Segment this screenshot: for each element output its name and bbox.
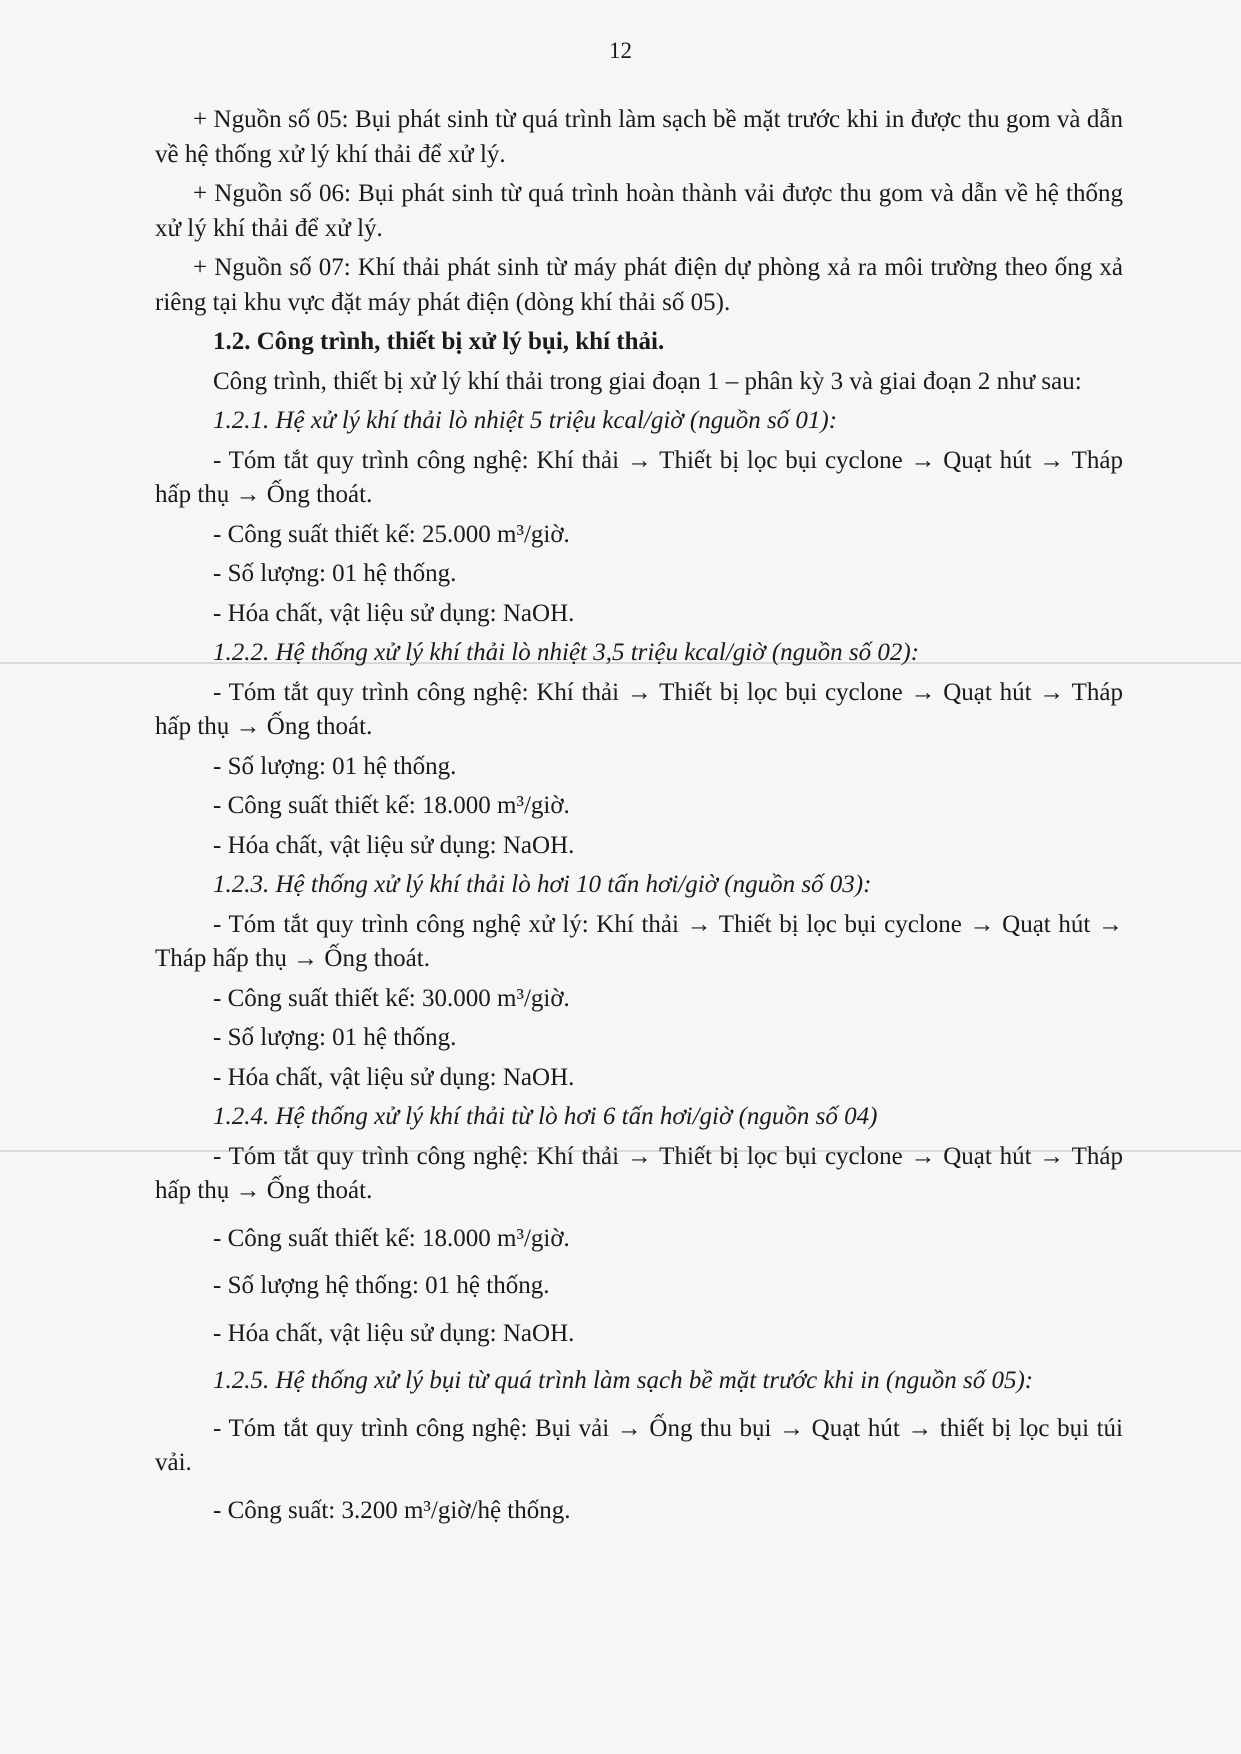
paragraph: 1.2. Công trình, thiết bị xử lý bụi, khí thải.	[213, 328, 665, 355]
paragraph: Công trình, thiết bị xử lý khí thải trong giai đoạn 1 – phân kỳ 3 và giai đoạn 2 như sau:	[213, 367, 1082, 395]
paragraph: - Tóm tắt quy trình công nghệ xử lý: Khí thải → Thiết bị lọc bụi cyclone → Quạt hút → Tháp hấp thụ → Ống thoát.	[155, 910, 1123, 972]
paragraph: - Số lượng hệ thống: 01 hệ thống.	[213, 1272, 550, 1299]
paragraph: - Tóm tắt quy trình công nghệ: Khí thải → Thiết bị lọc bụi cyclone → Quạt hút → Tháp hấp thụ → Ống thoát.	[155, 678, 1123, 740]
paragraph: - Tóm tắt quy trình công nghệ: Bụi vải → Ống thu bụi → Quạt hút → thiết bị lọc bụi túi vải.	[155, 1414, 1123, 1476]
paragraph: - Công suất thiết kế: 18.000 m³/giờ.	[213, 1224, 570, 1252]
paragraph: + Nguồn số 05: Bụi phát sinh từ quá trình làm sạch bề mặt trước khi in được thu gom và dẫn về hệ thống xử lý khí thải để xử lý.	[155, 106, 1123, 168]
paragraph: 1.2.1. Hệ xử lý khí thải lò nhiệt 5 triệu kcal/giờ (nguồn số 01):	[213, 407, 838, 434]
paragraph: + Nguồn số 07: Khí thải phát sinh từ máy phát điện dự phòng xả ra môi trường theo ống xả riêng tại khu vực đặt máy phát điện (dòng khí thải số 05).	[155, 254, 1123, 316]
paragraph: - Hóa chất, vật liệu sử dụng: NaOH.	[213, 1063, 575, 1091]
paragraph: - Công suất thiết kế: 25.000 m³/giờ.	[213, 520, 570, 548]
page-number: 12	[609, 38, 632, 63]
paragraph: - Công suất thiết kế: 30.000 m³/giờ.	[213, 984, 570, 1012]
paragraph: 1.2.3. Hệ thống xử lý khí thải lò hơi 10 tấn hơi/giờ (nguồn số 03):	[213, 871, 872, 898]
paragraph: 1.2.5. Hệ thống xử lý bụi từ quá trình làm sạch bề mặt trước khi in (nguồn số 05):	[213, 1367, 1034, 1394]
paragraph: 1.2.2. Hệ thống xử lý khí thải lò nhiệt 3,5 triệu kcal/giờ (nguồn số 02):	[213, 639, 920, 666]
paragraph: - Công suất: 3.200 m³/giờ/hệ thống.	[213, 1496, 571, 1524]
document-body	[155, 103, 1123, 1533]
paragraph: - Hóa chất, vật liệu sử dụng: NaOH.	[213, 1319, 575, 1347]
paragraph: - Số lượng: 01 hệ thống.	[213, 752, 457, 780]
paragraph: - Số lượng: 01 hệ thống.	[213, 1024, 457, 1051]
paragraph: + Nguồn số 06: Bụi phát sinh từ quá trình hoàn thành vải được thu gom và dẫn về hệ thống xử lý khí thải để xử lý.	[155, 180, 1123, 242]
paragraph: 1.2.4. Hệ thống xử lý khí thải từ lò hơi 6 tấn hơi/giờ (nguồn số 04)	[213, 1103, 878, 1130]
paragraph: - Hóa chất, vật liệu sử dụng: NaOH.	[213, 599, 575, 627]
paragraph: - Tóm tắt quy trình công nghệ: Khí thải → Thiết bị lọc bụi cyclone → Quạt hút → Tháp hấp thụ → Ống thoát.	[155, 446, 1123, 508]
paragraph: - Công suất thiết kế: 18.000 m³/giờ.	[213, 792, 570, 819]
paragraph: - Hóa chất, vật liệu sử dụng: NaOH.	[213, 831, 575, 859]
paragraph: - Tóm tắt quy trình công nghệ: Khí thải → Thiết bị lọc bụi cyclone → Quạt hút → Tháp hấp thụ → Ống thoát.	[155, 1142, 1123, 1204]
paragraph: - Số lượng: 01 hệ thống.	[213, 560, 457, 587]
